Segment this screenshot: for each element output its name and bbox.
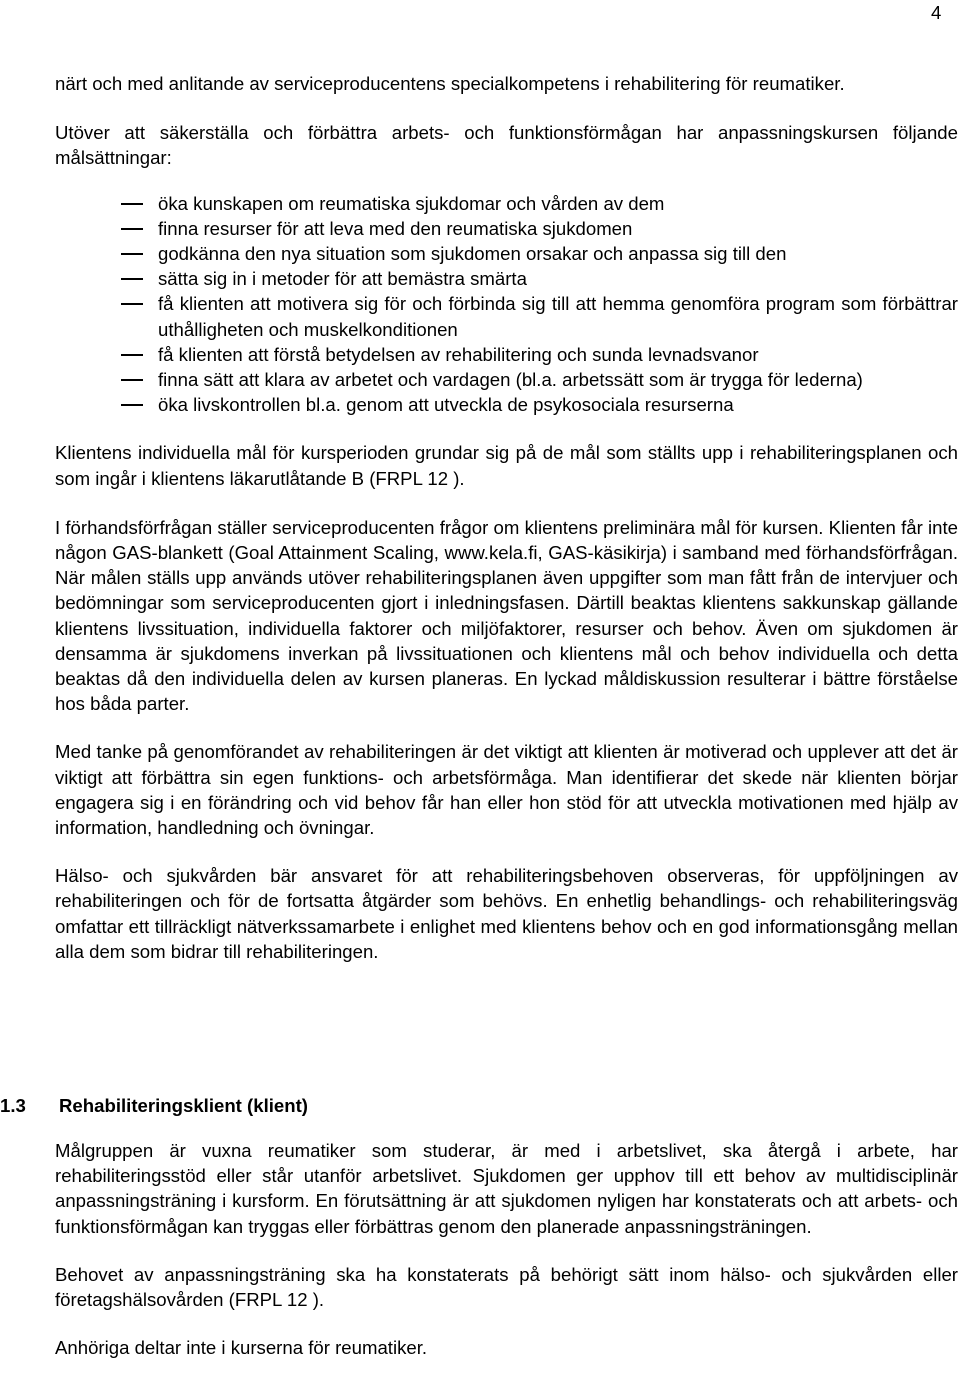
goal-item: godkänna den nya situation som sjukdomen orsakar och anpassa sig till den bbox=[55, 241, 958, 266]
paragraph-target-group: Målgruppen är vuxna reumatiker som studerar, är med i arbetslivet, ska återgå i arbete, har rehabiliteringsstöd eller står utanför arbetslivet. Sjukdomen ger upphov till ett behov av multidisciplinär anpassningsträning i kursform. En förutsättning är att sjukdomen nyligen har konstaterats och att arbets- och funktionsförmågan kan tryggas eller förbättras genom den planerade anpassningsträningen. bbox=[55, 1140, 958, 1237]
dash-bullet-icon bbox=[121, 404, 143, 406]
section-number: 1.3 bbox=[0, 1095, 26, 1116]
paragraph-relatives: Anhöriga deltar inte i kurserna för reumatiker. bbox=[55, 1337, 428, 1359]
page-number: 4 bbox=[931, 2, 942, 23]
dash-bullet-icon bbox=[121, 354, 143, 356]
section-heading bbox=[0, 1093, 308, 1118]
dash-bullet-icon bbox=[121, 379, 143, 381]
goal-item: få klienten att förstå betydelsen av rehabilitering och sunda levnadsvanor bbox=[55, 342, 958, 367]
dash-bullet-icon bbox=[121, 203, 143, 205]
goal-item: finna sätt att klara av arbetet och vardagen (bl.a. arbetssätt som är trygga för lederna) bbox=[55, 367, 958, 392]
paragraph-need-assessment: Behovet av anpassningsträning ska ha konstaterats på behörigt sätt inom hälso- och sjukvården eller företagshälsovården (FRPL 12 ). bbox=[55, 1263, 958, 1311]
paragraph-pre-inquiry: I förhandsförfrågan ställer serviceproducenten frågor om klientens preliminära mål för kursen. Klienten får inte någon GAS-blankett (Goal Attainment Scaling, www.kela.fi, GAS-käsikirja) i samband med förhandsförfrågan. När målen ställs upp används utöver rehabiliteringsplanen även uppgifter som man fått från de intervjuer och bedömningar som serviceproducenten gjort i inledningsfasen. Därtill beaktas klientens sakkunskap gällande klientens livssituation, individuella faktorer och miljöfaktorer, resurser och behov. Även om sjukdomen är densamma är sjukdomens inverkan på livssituationen och klientens mål och behov individuella och detta beaktas då den individuella delen av kursen planeras. En lyckad måldiskussion resulterar i bättre förståelse hos båda parter. bbox=[55, 516, 958, 715]
goal-item: finna resurser för att leva med den reumatiska sjukdomen bbox=[55, 216, 958, 241]
goal-item: få klienten att motivera sig för och förbinda sig till att hemma genomföra program som förbättrar uthålligheten och muskelkonditionen bbox=[55, 291, 958, 341]
intro-paragraph: närt och med anlitande av serviceproducentens specialkompetens i rehabilitering för reumatiker. bbox=[55, 73, 845, 94]
goal-item: sätta sig in i metoder för att bemästra smärta bbox=[55, 266, 958, 291]
paragraph-motivation: Med tanke på genomförandet av rehabiliteringen är det viktigt att klienten är motiverad och upplever att det är viktigt att förbättra sin egen funktions- och arbetsförmåga. Man identifierar det skede när klienten börjar engagera sig i en förändring och vid behov får han eller hon stöd för att utveckla motivationen med hjälp av information, handledning och övningar. bbox=[55, 741, 958, 839]
goals-list bbox=[55, 191, 958, 418]
dash-bullet-icon bbox=[121, 303, 143, 305]
section-body bbox=[55, 1138, 958, 1360]
goal-item: öka livskontrollen bl.a. genom att utveckla de psykosociala resurserna bbox=[55, 392, 958, 417]
dash-bullet-icon bbox=[121, 253, 143, 255]
page-body bbox=[55, 71, 958, 964]
dash-bullet-icon bbox=[121, 228, 143, 230]
paragraph-individual-goals: Klientens individuella mål för kursperioden grundar sig på de mål som ställts upp i rehabiliteringsplanen och som ingår i klientens läkarutlåtande B (FRPL 12 ). bbox=[55, 442, 958, 489]
dash-bullet-icon bbox=[121, 278, 143, 280]
paragraph-healthcare: Hälso- och sjukvården bär ansvaret för att rehabiliteringsbehoven observeras, för uppföljningen av rehabiliteringen och för de fortsatta åtgärder som behövs. En enhetlig behandlings- och rehabiliteringsväg omfattar ett tillräckligt nätverkssamarbete i enlighet med klientens behov och en god informationsgång mellan alla dem som bidrar till rehabiliteringen. bbox=[55, 865, 958, 962]
goal-item: öka kunskapen om reumatiska sjukdomar och vården av dem bbox=[55, 191, 958, 216]
section-title: Rehabiliteringsklient (klient) bbox=[59, 1095, 308, 1116]
goals-intro: Utöver att säkerställa och förbättra arbets- och funktionsförmågan har anpassningskursen följande målsättningar: bbox=[55, 122, 958, 169]
